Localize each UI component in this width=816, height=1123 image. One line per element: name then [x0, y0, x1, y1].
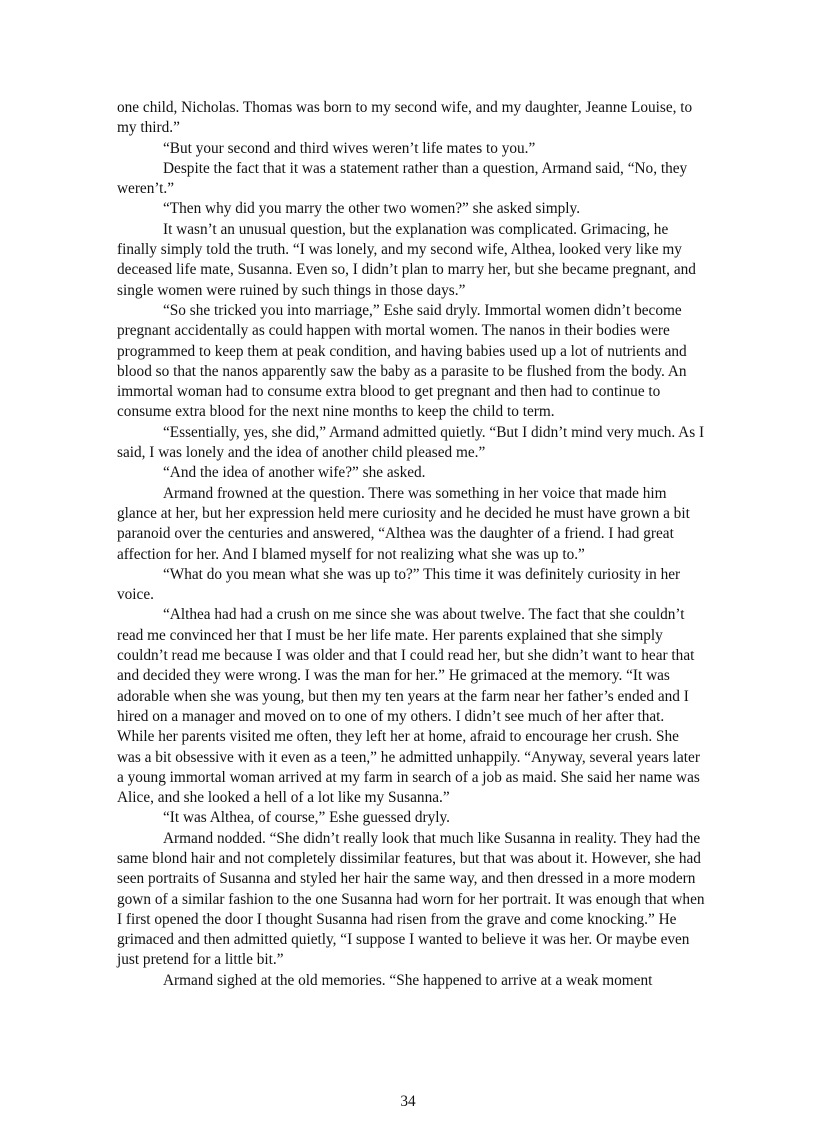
paragraph: one child, Nicholas. Thomas was born to my second wife, and my daughter, Jeanne Louise, to my third.”	[117, 99, 693, 137]
paragraph: Despite the fact that it was a statement rather than a question, Armand said, “No, they weren’t.”	[117, 159, 688, 198]
paragraph: “It was Althea, of course,” Eshe guessed dryly.	[163, 809, 451, 827]
paragraph: “And the idea of another wife?” she asked.	[163, 464, 426, 482]
paragraph: “What do you mean what she was up to?” This time it was definitely curiosity in her voice.	[117, 565, 681, 604]
paragraph: “So she tricked you into marriage,” Eshe said dryly. Immortal women didn’t become pregnant accidentally as could happen with mortal women. The nanos in their bodies were programmed to keep them at peak condition, and having babies used up a lot of nutrients and blood so that the nanos apparently saw the baby as a parasite to be flushed from the body. An immortal woman had to consume extra blood to get pregnant and then had to continue to consume extra blood for the next nine months to keep the child to term.	[117, 301, 687, 421]
paragraph: Armand sighed at the old memories. “She happened to arrive at a weak moment	[163, 971, 653, 989]
page-body	[117, 98, 705, 991]
page-number: 34	[400, 1093, 416, 1110]
paragraph: “Essentially, yes, she did,” Armand admitted quietly. “But I didn’t mind very much. As I said, I was lonely and the idea of another child pleased me.”	[117, 423, 705, 462]
paragraph: “But your second and third wives weren’t life mates to you.”	[163, 139, 536, 157]
paragraph: Armand frowned at the question. There was something in her voice that made him glance at her, but her expression held mere curiosity and he decided he must have grown a bit paranoid over the centuries and answered, “Althea was the daughter of a friend. I had great affection for her. And I blamed myself for not realizing what she was up to.”	[117, 484, 690, 563]
paragraph: It wasn’t an unusual question, but the explanation was complicated. Grimacing, he finally simply told the truth. “I was lonely, and my second wife, Althea, looked very like my deceased life mate, Susanna. Even so, I didn’t plan to marry her, but she became pregnant, and single women were ruined by such things in those days.”	[117, 220, 696, 299]
paragraph: “Althea had had a crush on me since she was about twelve. The fact that she couldn’t read me convinced her that I must be her life mate. Her parents explained that she simply couldn’t read me because I was older and that I could read her, but she didn’t want to hear that and decided they were wrong. I was the man for her.” He grimaced at the memory. “It was adorable when she was young, but then my ten years at the farm near her father’s ended and I hired on a manager and moved on to one of my others. I didn’t see much of her after that. While her parents visited me often, they left her at home, afraid to encourage her crush. She was a bit obsessive with it even as a teen,” he admitted unhappily. “Anyway, several years later a young immortal woman arrived at my farm in search of a job as maid. She said her name was Alice, and she looked a hell of a lot like my Susanna.”	[117, 606, 700, 807]
paragraph: “Then why did you marry the other two women?” she asked simply.	[163, 200, 581, 218]
paragraph: Armand nodded. “She didn’t really look that much like Susanna in reality. They had the same blond hair and not completely dissimilar features, but that was about it. However, she had seen portraits of Susanna and styled her hair the same way, and then dressed in a more modern gown of a similar fashion to the one Susanna had worn for her portrait. It was enough that when I first opened the door I thought Susanna had risen from the grave and come knocking.” He grimaced and then admitted quietly, “I suppose I wanted to believe it was her. Or maybe even just pretend for a little bit.”	[117, 829, 705, 969]
